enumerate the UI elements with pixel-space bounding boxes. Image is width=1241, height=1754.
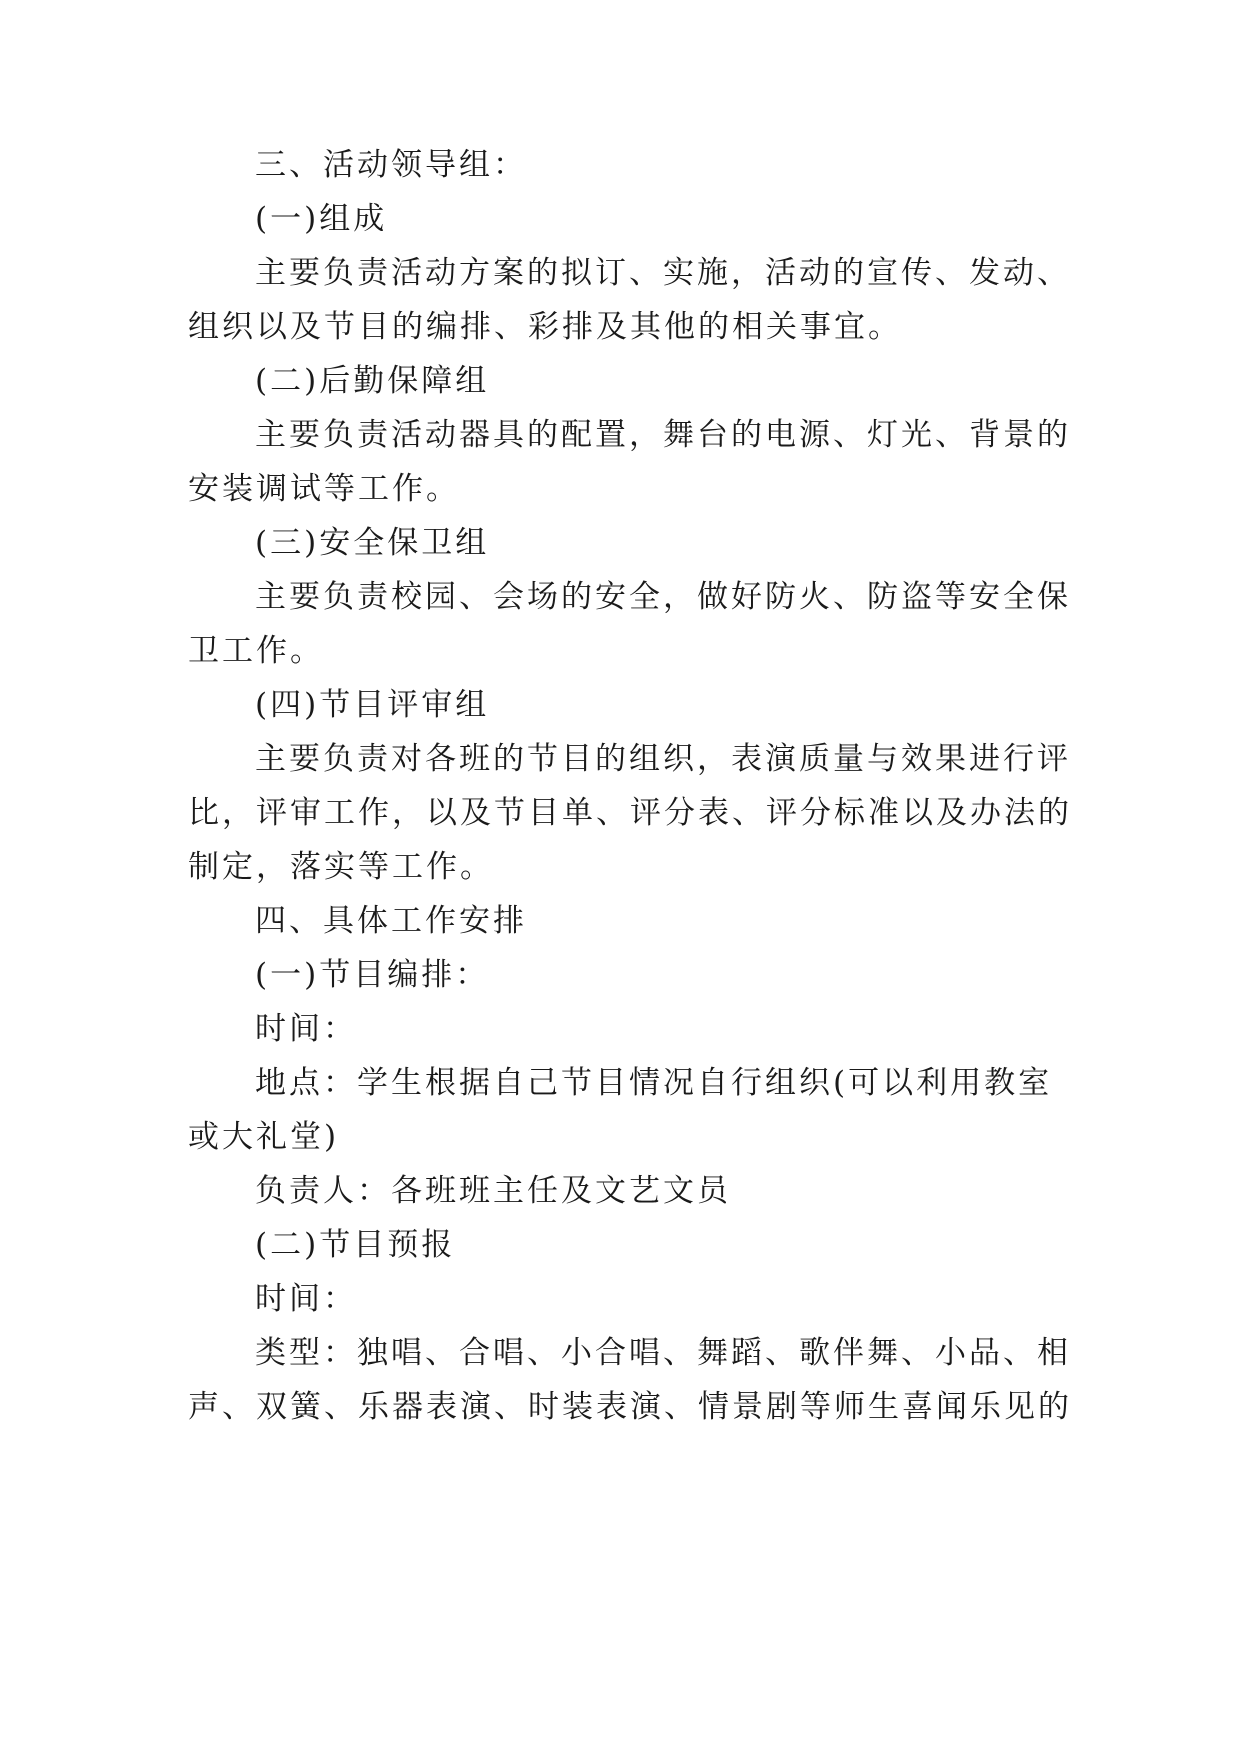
paragraph-line: 主要负责活动方案的拟订、实施，活动的宣传、发动、 xyxy=(255,255,1071,291)
subheading-review: (四)节目评审组 xyxy=(255,687,490,723)
paragraph-line: 主要负责对各班的节目的组织，表演质量与效果进行评 xyxy=(255,741,1071,777)
paragraph-line: 组织以及节目的编排、彩排及其他的相关事宜。 xyxy=(188,309,902,345)
paragraph-line: 或大礼堂) xyxy=(188,1119,340,1155)
section-heading-arrangement: 四、具体工作安排 xyxy=(255,903,527,939)
paragraph-line: 制定，落实等工作。 xyxy=(188,849,494,885)
subheading-security: (三)安全保卫组 xyxy=(255,525,490,561)
paragraph-line: 安装调试等工作。 xyxy=(188,471,460,507)
field-time: 时间： xyxy=(255,1281,357,1317)
section-heading-leadership: 三、活动领导组： xyxy=(255,147,527,183)
paragraph-line: 比，评审工作，以及节目单、评分表、评分标准以及办法的 xyxy=(188,795,1072,831)
subheading-program-arrangement: (一)节目编排： xyxy=(255,957,490,993)
field-location: 地点：学生根据自己节目情况自行组织(可以利用教室 xyxy=(255,1065,1053,1101)
paragraph-line: 主要负责校园、会场的安全，做好防火、防盗等安全保 xyxy=(255,579,1071,615)
paragraph-line: 声、双簧、乐器表演、时装表演、情景剧等师生喜闻乐见的 xyxy=(188,1389,1072,1425)
subheading-logistics: (二)后勤保障组 xyxy=(255,363,490,399)
field-responsible: 负责人：各班班主任及文艺文员 xyxy=(255,1173,731,1209)
subheading-program-report: (二)节目预报 xyxy=(255,1227,456,1263)
paragraph-line: 卫工作。 xyxy=(188,633,324,669)
paragraph-line: 主要负责活动器具的配置，舞台的电源、灯光、背景的 xyxy=(255,417,1071,453)
field-time: 时间： xyxy=(255,1011,357,1047)
field-type: 类型：独唱、合唱、小合唱、舞蹈、歌伴舞、小品、相 xyxy=(255,1335,1071,1371)
subheading-composition: (一)组成 xyxy=(255,201,388,237)
